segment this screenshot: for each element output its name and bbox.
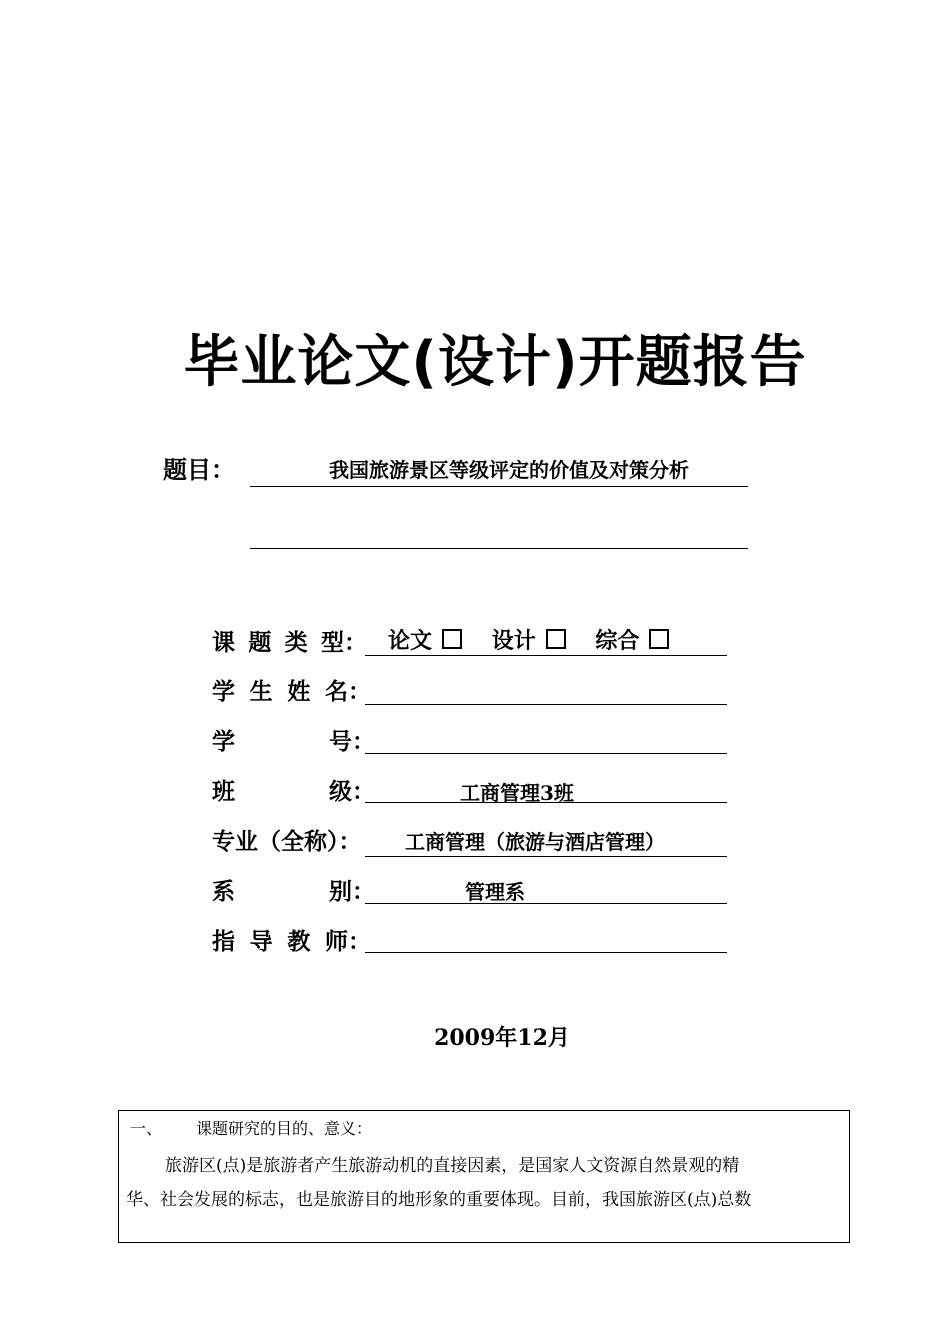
- checkbox-icon[interactable]: [546, 629, 566, 649]
- major-underline: [365, 856, 727, 857]
- paragraph-line: 华、社会发展的标志，也是旅游目的地形象的重要体现。目前，我国旅游区(点)总数: [126, 1190, 752, 1210]
- section-heading: 一、 课题研究的目的、意义：: [130, 1119, 373, 1138]
- class-value: 工商管理3班: [460, 781, 574, 805]
- type-options: [388, 624, 691, 655]
- checkbox-icon[interactable]: [442, 629, 462, 649]
- department-label: 系 别 ：: [212, 879, 375, 905]
- topic-underline-1: [250, 486, 748, 487]
- checkbox-icon[interactable]: [649, 629, 669, 649]
- class-label: 班 级 ：: [212, 779, 375, 805]
- department-underline: [365, 903, 727, 904]
- type-option-comprehensive[interactable]: 综合: [595, 629, 669, 654]
- advisor-field[interactable]: [365, 952, 727, 953]
- major-label: 专业（全称）：: [212, 829, 362, 855]
- department-value: 管理系: [465, 880, 525, 904]
- page-title: 毕业论文(设计)开题报告: [183, 330, 807, 395]
- topic-value: 我国旅游景区等级评定的价值及对策分析: [329, 458, 689, 482]
- type-label: 课 题 类 型 ：: [212, 630, 367, 656]
- topic-label: 题目：: [163, 456, 235, 484]
- student-name-label: 学 生 姓 名 ：: [212, 679, 371, 705]
- type-underline: [365, 655, 727, 656]
- paragraph-line: 旅游区(点)是旅游者产生旅游动机的直接因素，是国家人文资源自然景观的精: [165, 1156, 740, 1176]
- type-option-design[interactable]: 设计: [492, 629, 566, 654]
- report-date: 2009年12月: [434, 1025, 570, 1051]
- student-id-label: 学 号 ：: [212, 729, 375, 755]
- topic-underline-2: [250, 548, 748, 549]
- type-option-thesis[interactable]: 论文: [388, 629, 462, 654]
- student-id-field[interactable]: [365, 753, 727, 754]
- advisor-label: 指 导 教 师 ：: [212, 929, 371, 955]
- class-underline: [365, 802, 727, 803]
- major-value: 工商管理（旅游与酒店管理）: [405, 830, 665, 854]
- student-name-field[interactable]: [365, 704, 727, 705]
